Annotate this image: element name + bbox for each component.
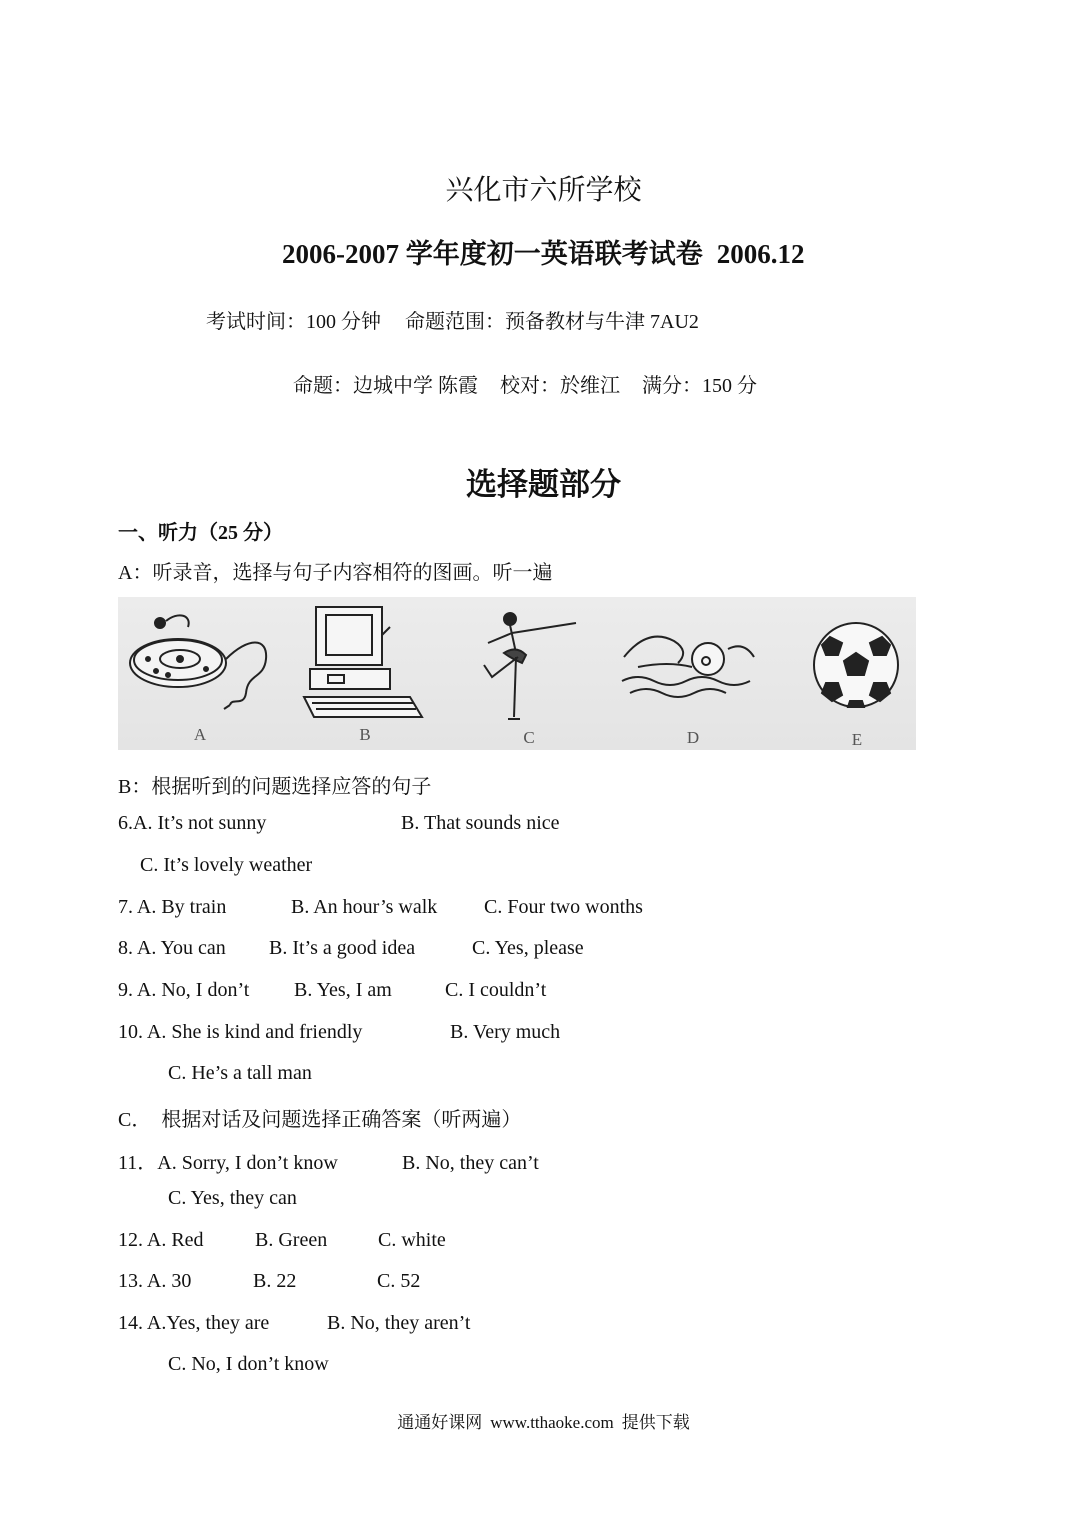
- exam-title: [282, 232, 805, 271]
- exam-meta-line-1: [206, 305, 699, 334]
- cd-player-icon: [130, 615, 266, 709]
- q13-option-c: C. 52: [377, 1270, 421, 1292]
- exam-date: 2006.12: [716, 239, 805, 269]
- q8-option-b: B. It’s a good idea: [269, 937, 416, 959]
- part-a-instruction: A：听录音，选择与句子内容相符的图画。听一遍: [118, 562, 553, 584]
- scope-value: 预备教材与牛津 7AU2: [505, 311, 699, 333]
- author-value: 边城中学 陈霞: [353, 375, 478, 397]
- question-13: [118, 1270, 420, 1293]
- q8-option-a: 8. A. You can: [118, 937, 226, 959]
- q14-option-a: 14. A.Yes, they are: [118, 1312, 270, 1334]
- q14-option-c: C. No, I don’t know: [168, 1353, 329, 1375]
- footer-site-name: 通通好课网: [397, 1413, 483, 1432]
- q11-option-a: 11．A. Sorry, I don’t know: [118, 1152, 338, 1174]
- author-label: 命题：: [293, 375, 353, 397]
- computer-icon: [304, 607, 422, 717]
- q9-option-c: C. I couldn’t: [445, 979, 547, 1001]
- question-7: [118, 896, 643, 919]
- proof-value: 於维江: [560, 375, 620, 397]
- q10-option-c: C. He’s a tall man: [168, 1062, 312, 1084]
- question-12: [118, 1229, 446, 1252]
- q11-option-b: B. No, they can’t: [402, 1152, 539, 1174]
- question-14-row-1: [118, 1312, 471, 1335]
- swimmer-icon: [622, 637, 754, 697]
- q6-option-a: 6.A. It’s not sunny: [118, 812, 267, 834]
- score-label: 满分：: [642, 375, 702, 397]
- picture-letter-a: A: [193, 725, 207, 744]
- q10-option-b: B. Very much: [450, 1021, 561, 1043]
- listening-heading: 一、听力（25 分）: [118, 522, 283, 544]
- q10-option-a: 10. A. She is kind and friendly: [118, 1021, 363, 1043]
- picture-strip-svg: [118, 597, 916, 750]
- time-value: 100 分钟: [306, 311, 381, 333]
- part-c-instruction: C． 根据对话及问题选择正确答案（听两遍）: [118, 1109, 522, 1131]
- exam-meta-line-2: [293, 369, 757, 398]
- time-label: 考试时间：: [206, 311, 306, 333]
- scope-label: 命题范围：: [405, 311, 505, 333]
- picture-letter-d: D: [686, 728, 700, 747]
- skater-icon: [484, 613, 576, 719]
- q7-option-a: 7. A. By train: [118, 896, 227, 918]
- footer-note: 提供下载: [621, 1413, 690, 1432]
- picture-letter-b: B: [359, 725, 371, 744]
- q6-option-c: C. It’s lovely weather: [140, 854, 313, 876]
- q6-option-b: B. That sounds nice: [401, 812, 560, 834]
- q11-option-c: C. Yes, they can: [168, 1187, 297, 1209]
- question-9: [118, 979, 546, 1002]
- q9-option-a: 9. A. No, I don’t: [118, 979, 250, 1001]
- q14-option-b: B. No, they aren’t: [327, 1312, 471, 1334]
- q13-option-b: B. 22: [253, 1270, 297, 1292]
- q12-option-c: C. white: [378, 1229, 446, 1251]
- page-footer: [0, 1408, 1087, 1433]
- section-title: 选择题部分: [466, 467, 621, 502]
- q9-option-b: B. Yes, I am: [294, 979, 392, 1001]
- question-11-row-1: [118, 1146, 539, 1175]
- footer-url[interactable]: www.tthaoke.com: [490, 1413, 614, 1432]
- q12-option-a: 12. A. Red: [118, 1229, 204, 1251]
- proof-label: 校对：: [500, 375, 560, 397]
- part-b-instruction: B：根据听到的问题选择应答的句子: [118, 776, 432, 798]
- school-name: 兴化市六所学校: [445, 175, 642, 206]
- q8-option-c: C. Yes, please: [472, 937, 584, 959]
- score-value: 150 分: [702, 375, 757, 397]
- football-icon: [814, 623, 898, 707]
- q12-option-b: B. Green: [255, 1229, 328, 1251]
- picture-letter-e: E: [851, 730, 863, 749]
- question-6-row-1: [118, 812, 560, 835]
- question-8: [118, 937, 584, 960]
- picture-strip: [118, 597, 916, 750]
- q7-option-c: C. Four two wonths: [484, 896, 643, 918]
- exam-title-text: 2006-2007 学年度初一英语联考试卷: [282, 239, 703, 269]
- question-10-row-1: [118, 1021, 560, 1044]
- q13-option-a: 13. A. 30: [118, 1270, 192, 1292]
- picture-letter-c: C: [523, 728, 535, 747]
- q7-option-b: B. An hour’s walk: [291, 896, 438, 918]
